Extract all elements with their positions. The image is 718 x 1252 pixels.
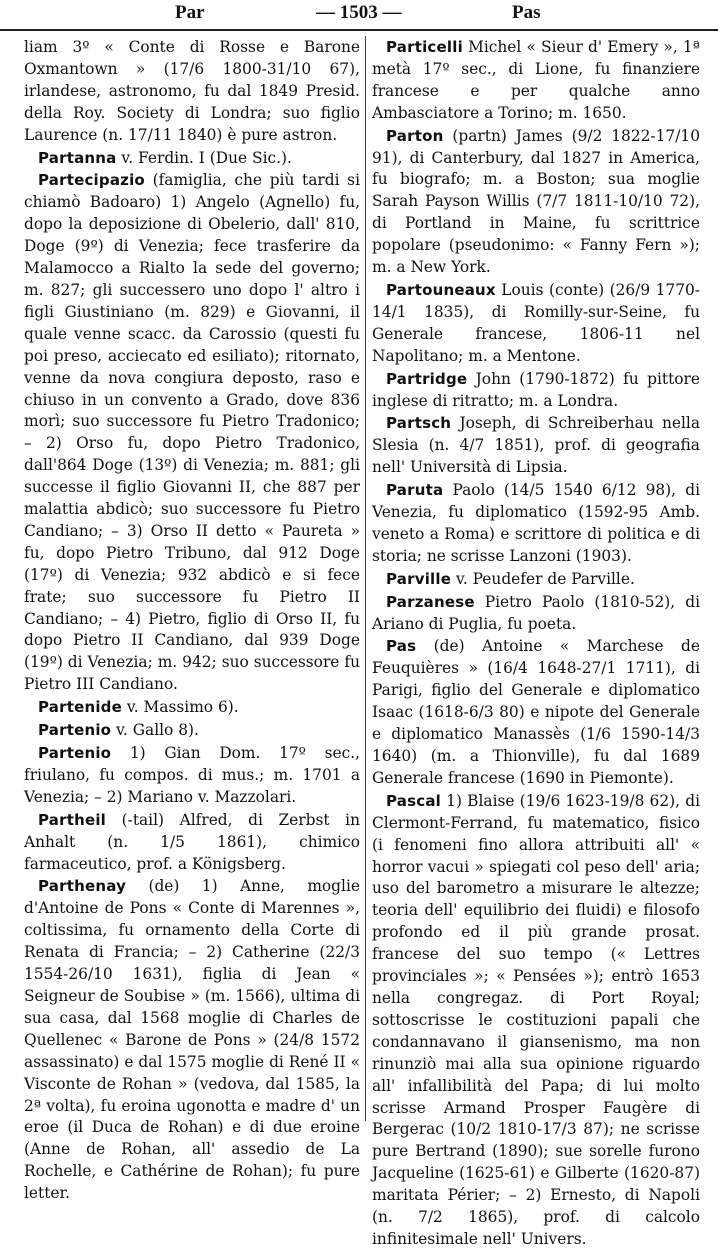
entry-headword: Partenio — [38, 721, 112, 740]
entry: Parthenay (de) 1) Anne, moglie d'Antoine de Pons « Conte di Marennes », coltissima, fu ornamento della Corte di Renata di Francia; – 2) Catherine (22/3 1554-26/10 1631), figlia di Jean « Seigneur de Soubise » (m. 1566), ultima di sua casa, dal 1568 moglie di Charles de Quellenec « Barone de Pons » (24/8 1572 assassinato) e dal 1575 moglie di René II « Visconte de Rohan » (vedova, dal 1585, la 2ª volta), fu eroina ugonotta e madre d' un eroe (il Duca de Rohan) e di due eroine (Anne de Rohan, all' assedio de La Rochelle, e Cathérine de Rohan); fu pure letter. — [24, 877, 360, 1203]
entry: Pas (de) Antoine « Marchese de Feuquières » (16/4 1648-27/1 1711), di Parigi, figlio del Generale e diplomatico Isaac (1618-6/3 80) e nipote del Generale e diplomatico Manassès (1/6 1590-14/3 1640) (m. a Thionville), fu dal 1689 Generale francese (1690 in Piemonte). — [372, 637, 700, 787]
entry-headword: Partheil — [38, 810, 107, 829]
entry-headword: Partanna — [38, 148, 117, 167]
entry-headword: Partecipazio — [38, 171, 145, 190]
entry-headword: Parthenay — [38, 877, 127, 896]
entry: Parzanese Pietro Paolo (1810-52), di Ariano di Puglia, fu poeta. — [372, 592, 700, 633]
entry: Partenide v. Massimo 6). — [38, 698, 239, 717]
entry-headword: Particelli — [386, 38, 463, 56]
entry: Partenio 1) Gian Dom. 17º sec., friulano, fu compos. di mus.; m. 1701 a Venezia; – 2) Mariano v. Mazzolari. — [24, 744, 360, 806]
entry: Partecipazio (famiglia, che più tardi si chiamò Badoaro) 1) Angelo (Agnello) fu, dopo la deposizione di Obelerio, dall' 810, Doge (9º) di Venezia; fece trasferire da Malamocco a Rialto la sede del governo; m. 827; gli successero uno dopo l' altro i figli Giustiniano (m. 829) e Giovanni, il quale venne scacc. da Carossio (questi fu poi preso, acciecato ed esiliato); ritornato, venne da nova congiura deposto, raso e chiuso in un convento a Grado, dove 836 morì; suo successore fu Pietro Tradonico; – 2) Orso fu, dopo Pietro Tradonico, dall'864 Doge (13º) di Venezia; m. 881; gli successe il figlio Giovanni II, che 887 per malattia abdicò; suo successore fu Pietro Candiano; – 3) Orso II detto « Paureta » fu, dopo Pietro Tribuno, dal 912 Doge (17º) di Venezia; 932 abdicò e si fece frate; suo successore fu Pietro II Candiano; – 4) Pietro, figlio di Orso II, fu dopo Pietro II Candiano, dal 939 Doge (19º) di Venezia; m. 942; suo successore fu Pietro III Candiano. — [24, 171, 360, 694]
entry-headword: Partsch — [386, 414, 452, 433]
entry: Partsch Joseph, di Schreiberhau nella Slesia (n. 4/7 1851), prof. di geografia nell' Università di Lipsia. — [372, 414, 700, 477]
entry-headword: Pas — [386, 637, 417, 656]
header-left-guideword: Par — [175, 2, 205, 23]
entry-headword: Parville — [386, 569, 452, 588]
entry: Parville v. Peudefer de Parville. — [386, 569, 635, 588]
entry-headword: Partridge — [386, 369, 468, 388]
entry-headword: Partenio — [38, 744, 112, 762]
page-header — [0, 0, 718, 26]
header-rule — [0, 29, 718, 31]
entry-headword: Parzanese — [386, 592, 475, 611]
right-column — [372, 37, 700, 1252]
entry: Pascal 1) Blaise (19/6 1623-19/8 62), di Clermont-Ferrand, fu matematico, fisico (i fenomeni fino allora attribuiti all' « horror vacui » spiegati col peso dell' aria; uso del barometro a misurare le altezze; teoria dell' equilibrio dei fluidi) e filosofo profondo ed il più grande prosat. francese del suo tempo (« Lettres provinciales »; « Pensées »); entrò 1653 nella congregaz. di Port Royal; sottoscrisse le costituzioni papali che condannavano il giansenismo, ma non rinunziò mai alla sua opinione riguardo all' infallibilità del Papa; di lui molto scrisse Armand Prosper Faugère di Bergerac (10/2 1810-17/3 87); ne scrisse pure Bertrand (1890); sue sorelle furono Jacqueline (1625-61) e Gilberte (1620-87) maritata Périer; – 2) Ernesto, di Napoli (n. 7/2 1865), prof. di calcolo infinitesimale nell' Univers. — [372, 791, 700, 1248]
entry-headword: Paruta — [386, 481, 444, 500]
entry: Partridge John (1790-1872) fu pittore inglese di ritratto; m. a Londra. — [372, 369, 700, 410]
entry: Particelli Michel « Sieur d' Emery », 1ª metà 17º sec., di Lione, fu finanziere francese e per qualche anno Ambasciatore a Torino; m. 1650. — [372, 38, 700, 122]
entry-headword: Partenide — [38, 698, 122, 717]
entry: Parton (partn) James (9/2 1822-17/10 91), di Canterbury, dal 1827 in America, fu biografo; m. a Boston; sua moglie Sarah Payson Willis (7/7 1811-10/10 72), di Portland in Maine, fu scrittrice popolare (pseudonimo: « Fanny Fern »); m. a New York. — [372, 126, 700, 277]
page-number: — 1503 — — [316, 2, 402, 23]
entry-headword: Partouneaux — [386, 280, 496, 299]
entry: Partenio v. Gallo 8). — [38, 721, 199, 740]
entry: liam 3º « Conte di Rosse e Barone Oxmantown » (17/6 1800-31/10 67), irlandese, astronomo, fu dal 1849 Presid. della Roy. Society di Londra; suo figlio Laurence (n. 17/11 1840) è pure astron. — [24, 38, 360, 144]
header-right-guideword: Pas — [512, 2, 541, 23]
entry: Partanna v. Ferdin. I (Due Sic.). — [38, 148, 292, 167]
column-divider — [365, 36, 366, 1121]
entry: Paruta Paolo (14/5 1540 6/12 98), di Venezia, fu diplomatico (1592-95 Amb. veneto a Roma) e scrittore di politica e di storia; ne scrisse Lanzoni (1903). — [372, 481, 700, 565]
left-column — [24, 37, 360, 1206]
entry: Partheil (-tail) Alfred, di Zerbst in Anhalt (n. 1/5 1861), chimico farmaceutico, prof. a Königsberg. — [24, 810, 360, 873]
entry-headword: Pascal — [386, 791, 441, 810]
entry-headword: Parton — [386, 126, 444, 145]
entry: Partouneaux Louis (conte) (26/9 1770-14/1 1835), di Romilly-sur-Seine, fu Generale francese, 1806-11 nel Napolitano; m. a Mentone. — [372, 280, 700, 365]
